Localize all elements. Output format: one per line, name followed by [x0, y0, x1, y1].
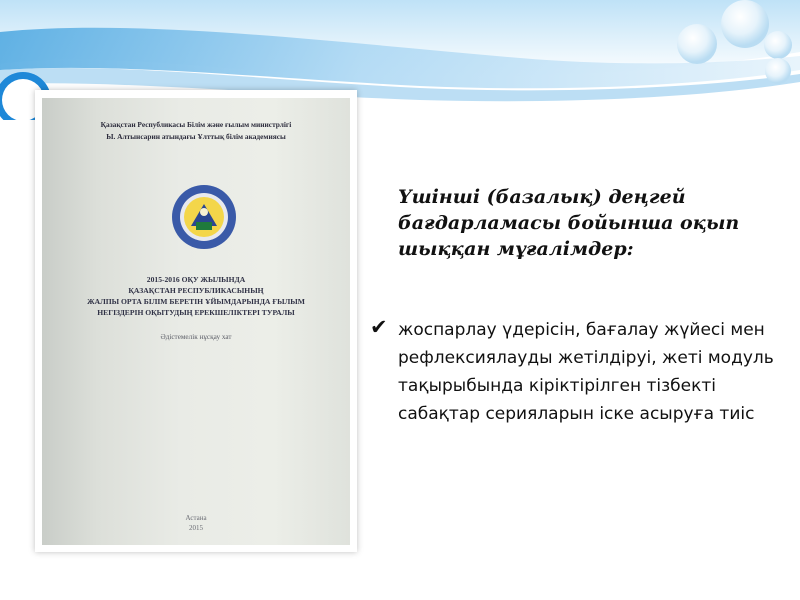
- doc-header-line-1: Қазақстан Республикасы Білім және ғылым министрлігі: [100, 120, 292, 129]
- doc-title-line-2: ҚАЗАҚСТАН РЕСПУБЛИКАСЫНЫҢ: [128, 286, 264, 295]
- doc-city: Астана: [185, 514, 207, 522]
- doc-title-line-1: 2015-2016 ОҚУ ЖЫЛЫНДА: [146, 275, 246, 284]
- doc-year: 2015: [189, 524, 203, 532]
- doc-title-line-4: НЕГІЗДЕРІН ОҚЫТУДЫҢ ЕРЕКШЕЛІКТЕРІ ТУРАЛЫ: [97, 308, 295, 317]
- slide-heading: Үшінші (базалық) деңгей бағдарламасы бойынша оқып шыққан мұғалімдер:: [398, 186, 740, 260]
- doc-title-line-3: ЖАЛПЫ ОРТА БІЛІМ БЕРЕТІН ҰЙЫМДАРЫНДА ҒЫЛЫМ: [87, 297, 305, 306]
- document-photo: [35, 90, 357, 552]
- doc-subtitle: Әдістемелік нұсқау хат: [160, 333, 232, 341]
- doc-header-line-2: Ы. Алтынсарин атындағы Ұлттық білім академиясы: [106, 132, 286, 141]
- document-cover: [42, 98, 350, 545]
- academy-emblem-icon: [169, 182, 239, 252]
- checkmark-icon: ✔: [370, 316, 388, 339]
- bullet-text: жоспарлау үдерісін, бағалау жүйесі мен рефлексиялауды жетілдіруі, жеті модуль тақырыбында кіріктірілген тізбекті сабақтар серияларын іске асыруға тиіс: [398, 320, 774, 424]
